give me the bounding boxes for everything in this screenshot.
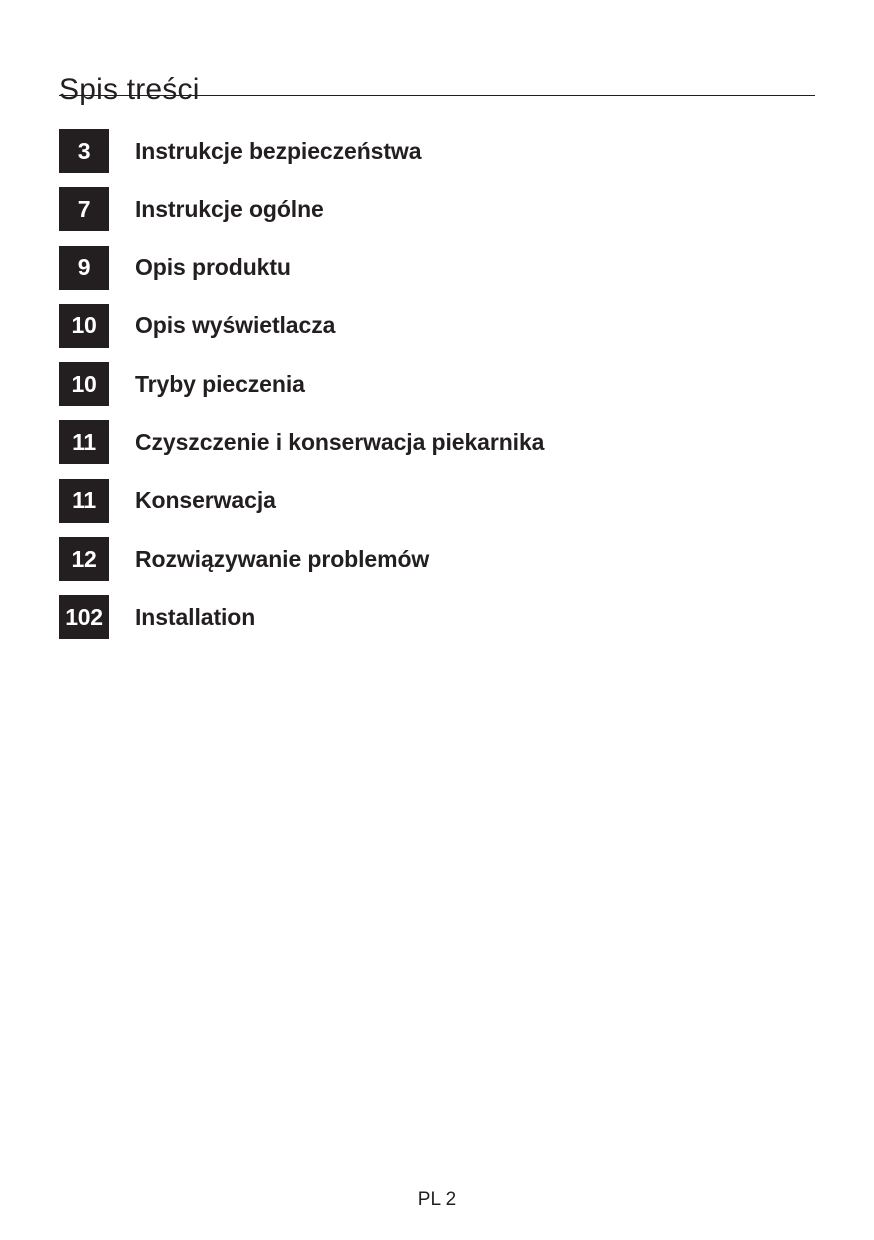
toc-entry-label: Rozwiązywanie problemów [135, 545, 430, 572]
toc-page-number: 11 [59, 479, 109, 523]
toc-entry-label: Instrukcje bezpieczeństwa [135, 137, 422, 164]
toc-page-number: 10 [59, 304, 109, 348]
page-title: Spis treści [59, 73, 200, 107]
toc-entry-label: Opis produktu [135, 254, 291, 281]
toc-entry[interactable] [59, 537, 819, 581]
toc-entry[interactable] [59, 129, 819, 173]
toc-entry-label: Opis wyświetlacza [135, 312, 336, 339]
toc-entry-label: Czyszczenie i konserwacja piekarnika [135, 428, 545, 455]
toc-page-number: 7 [59, 187, 109, 231]
toc-entry[interactable] [59, 187, 819, 231]
toc-page-number: 9 [59, 246, 109, 290]
toc-page-number: 3 [59, 129, 109, 173]
toc-entry-label: Instrukcje ogólne [135, 195, 324, 222]
title-divider [59, 95, 815, 96]
toc-entry-label: Tryby pieczenia [135, 370, 305, 397]
toc-entry[interactable] [59, 479, 819, 523]
toc-page-number: 11 [59, 420, 109, 464]
toc-entry[interactable] [59, 420, 819, 464]
page-footer-number: PL 2 [417, 1189, 457, 1210]
toc-entry[interactable] [59, 362, 819, 406]
toc-entry[interactable] [59, 246, 819, 290]
toc-entry[interactable] [59, 595, 819, 639]
toc-entry-label: Konserwacja [135, 487, 276, 514]
toc-page-number: 10 [59, 362, 109, 406]
toc-entry[interactable] [59, 304, 819, 348]
toc-page-number: 12 [59, 537, 109, 581]
toc-page-number: 102 [59, 595, 109, 639]
toc-entry-label: Installation [135, 603, 256, 630]
table-of-contents [59, 129, 819, 654]
